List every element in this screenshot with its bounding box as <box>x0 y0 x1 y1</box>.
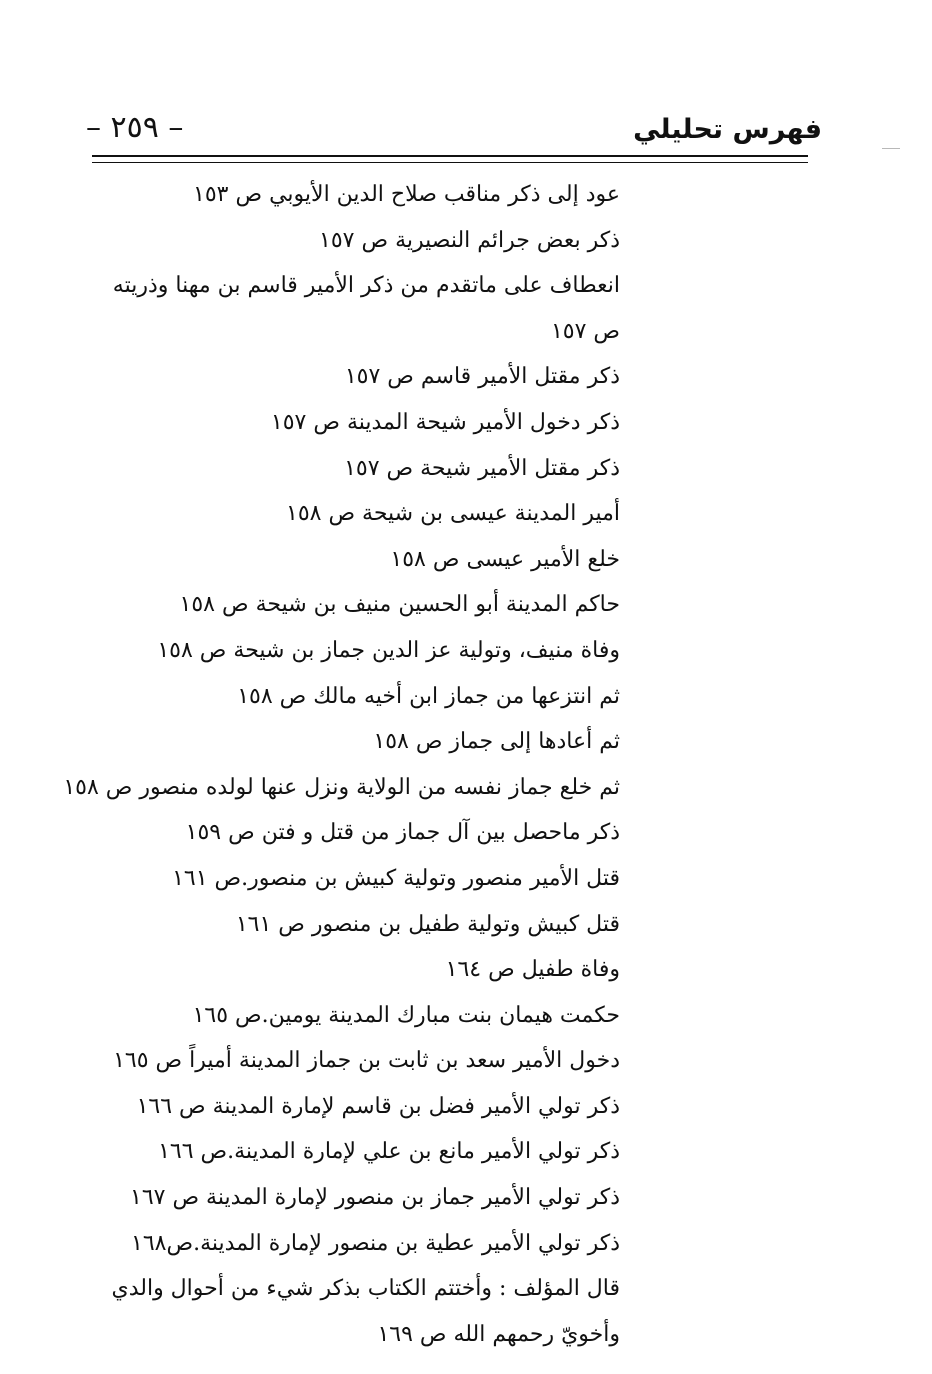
index-entry: ذكر تولي الأمير فضل بن قاسم لإمارة المدينة ص ١٦٦ <box>136 1093 620 1119</box>
index-entry: قال المؤلف : وأختتم الكتاب بذكر شيء من أحوال والدي <box>111 1276 620 1302</box>
index-entry: وفاة طفيل ص ١٦٤ <box>445 957 620 983</box>
index-entry: حكمت هيمان بنت مبارك المدينة يومين.ص ١٦٥ <box>192 1002 620 1028</box>
index-entry: حاكم المدينة أبو الحسين منيف بن شيحة ص ١٥٨ <box>179 592 620 618</box>
index-entry: ثم خلع جماز نفسه من الولاية ونزل عنها لولده منصور ص ١٥٨ <box>63 774 620 800</box>
index-entry: وفاة منيف، وتولية عز الدين جماز بن شيحة ص ١٥٨ <box>157 637 620 663</box>
index-entry: ذكر ماحصل بين آل جماز من قتل و فتن ص ١٥٩ <box>185 820 620 846</box>
index-entry: ثم أعادها إلى جماز ص ١٥٨ <box>373 729 620 755</box>
index-entry: ذكر تولي الأمير مانع بن علي لإمارة المدينة.ص ١٦٦ <box>158 1139 620 1165</box>
index-entry: ذكر مقتل الأمير قاسم ص ١٥٧ <box>344 364 620 390</box>
index-entry: قتل الأمير منصور وتولية كبيش بن منصور.ص ١٦١ <box>172 865 620 891</box>
section-title: فهرس تحليلي <box>633 114 822 145</box>
index-entry: خلع الأمير عيسى ص ١٥٨ <box>390 546 620 572</box>
index-entry: ثم انتزعها من جماز ابن أخيه مالك ص ١٥٨ <box>237 683 620 709</box>
index-entry: وأخويّ رحمهم الله ص ١٦٩ <box>377 1321 620 1347</box>
header-rule <box>92 155 808 163</box>
index-entry: ذكر مقتل الأمير شيحة ص ١٥٧ <box>344 455 620 481</box>
margin-mark <box>882 148 900 149</box>
index-entry: أمير المدينة عيسى بن شيحة ص ١٥٨ <box>286 501 620 527</box>
index-entry: قتل كبيش وتولية طفيل بن منصور ص ١٦١ <box>235 911 620 937</box>
index-entry: ص ١٥٧ <box>550 318 620 344</box>
index-entry: عود إلى ذكر مناقب صلاح الدين الأيوبي ص ١٥٣ <box>193 182 620 207</box>
index-entry-list <box>63 172 620 1357</box>
index-entry: ذكر بعض جرائم النصيرية ص ١٥٧ <box>319 227 620 253</box>
index-entry: دخول الأمير سعد بن ثابت بن جماز المدينة أميراً ص ١٦٥ <box>113 1048 620 1074</box>
index-entry: ذكر تولي الأمير جماز بن منصور لإمارة المدينة ص ١٦٧ <box>130 1185 620 1211</box>
index-entry: ذكر دخول الأمير شيحة المدينة ص ١٥٧ <box>270 409 620 435</box>
page-header <box>86 108 822 154</box>
index-entry: انعطاف على ماتقدم من ذكر الأمير قاسم بن مهنا وذريته <box>112 273 620 299</box>
page-number: – ٢٥٩ – <box>86 110 184 145</box>
index-entry: ذكر تولي الأمير عطية بن منصور لإمارة المدينة.ص١٦٨ <box>131 1230 620 1256</box>
